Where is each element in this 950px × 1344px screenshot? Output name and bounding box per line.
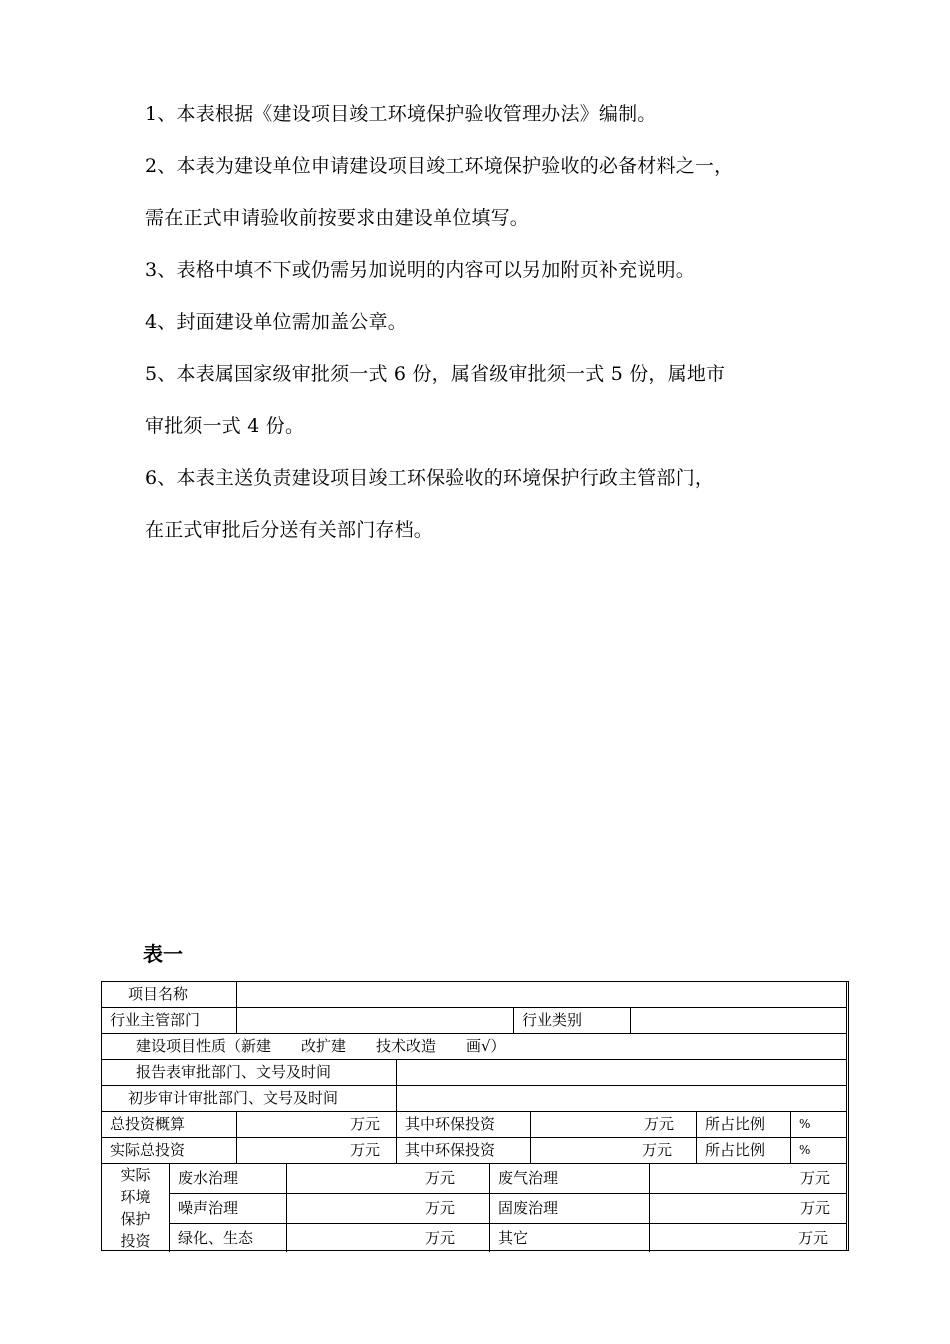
note-line: 3、表格中填不下或仍需另加说明的内容可以另加附页补充说明。: [145, 259, 695, 281]
actual-env-investment: [102, 1164, 847, 1252]
total-budget-field[interactable]: 万元: [236, 1112, 396, 1137]
actual-env-invest-field[interactable]: 万元: [530, 1138, 696, 1163]
total-budget-label: 总投资概算: [110, 1115, 186, 1133]
other-field[interactable]: 万元: [649, 1224, 847, 1252]
label-line: 环境: [120, 1188, 151, 1206]
wastewater-field[interactable]: 万元: [286, 1164, 489, 1193]
table-row: [169, 1164, 847, 1194]
other-label: 其它: [489, 1224, 649, 1252]
table-row: [102, 982, 847, 1008]
project-name-field[interactable]: [236, 982, 847, 1007]
ratio-field[interactable]: %: [790, 1112, 847, 1137]
table-row: [102, 1086, 847, 1112]
note-line: 5、本表属国家级审批须一式 6 份，属省级审批须一式 5 份，属地市: [145, 363, 726, 385]
noise-label: 噪声治理: [169, 1194, 286, 1223]
label-line: 投资: [120, 1232, 151, 1250]
env-invest-label: 其中环保投资: [396, 1112, 530, 1137]
note-line: 6、本表主送负责建设项目竣工环保验收的环境保护行政主管部门，: [145, 467, 715, 489]
project-info-table: [101, 981, 849, 1251]
table-row: [102, 1112, 847, 1138]
label-line: 保护: [120, 1210, 151, 1228]
actual-ratio-field[interactable]: %: [790, 1138, 847, 1163]
table-row: [169, 1194, 847, 1224]
project-nature-label[interactable]: 建设项目性质（新建 改扩建 技术改造 画√）: [136, 1037, 506, 1055]
note-line: 在正式审批后分送有关部门存档。: [145, 519, 434, 541]
actual-env-invest-label: 其中环保投资: [396, 1138, 530, 1163]
note-line: 4、封面建设单位需加盖公章。: [145, 311, 407, 333]
greening-field[interactable]: 万元: [286, 1224, 489, 1252]
actual-total-label: 实际总投资: [110, 1141, 186, 1159]
industry-dept-label: 行业主管部门: [110, 1011, 201, 1029]
actual-total-field[interactable]: 万元: [236, 1138, 396, 1163]
greening-label: 绿化、生态: [169, 1224, 286, 1252]
table-title: 表一: [143, 942, 183, 966]
report-approval-field[interactable]: [396, 1060, 847, 1085]
industry-dept-field[interactable]: [236, 1008, 513, 1033]
wastegas-label: 废气治理: [489, 1164, 649, 1193]
noise-field[interactable]: 万元: [286, 1194, 489, 1223]
report-approval-label: 报告表审批部门、文号及时间: [136, 1063, 332, 1081]
wastegas-field[interactable]: 万元: [649, 1164, 847, 1193]
wastewater-label: 废水治理: [169, 1164, 286, 1193]
solidwaste-label: 固废治理: [489, 1194, 649, 1223]
label-line: 实际: [120, 1166, 151, 1184]
actual-ratio-label: 所占比例: [696, 1138, 790, 1163]
industry-type-field[interactable]: [630, 1008, 847, 1033]
table-row: [169, 1224, 847, 1252]
note-line: 审批须一式 4 份。: [145, 415, 305, 437]
prelim-approval-label: 初步审计审批部门、文号及时间: [128, 1089, 339, 1107]
prelim-approval-field[interactable]: [396, 1086, 847, 1111]
actual-env-investment-label: [102, 1164, 169, 1252]
industry-type-label: 行业类别: [513, 1008, 630, 1033]
env-invest-field[interactable]: 万元: [530, 1112, 696, 1137]
note-line: 需在正式申请验收前按要求由建设单位填写。: [145, 207, 530, 229]
table-row: [102, 1008, 847, 1034]
ratio-label: 所占比例: [696, 1112, 790, 1137]
instructions: [145, 88, 845, 556]
table-row: [102, 1138, 847, 1164]
table-row: [102, 1060, 847, 1086]
note-line: 1、本表根据《建设项目竣工环境保护验收管理办法》编制。: [145, 103, 657, 125]
project-name-label: 项目名称: [128, 985, 189, 1003]
note-line: 2、本表为建设单位申请建设项目竣工环境保护验收的必备材料之一，: [145, 155, 734, 177]
table-row: [102, 1034, 847, 1060]
table-edge-line: [846, 981, 847, 1251]
solidwaste-field[interactable]: 万元: [649, 1194, 847, 1223]
